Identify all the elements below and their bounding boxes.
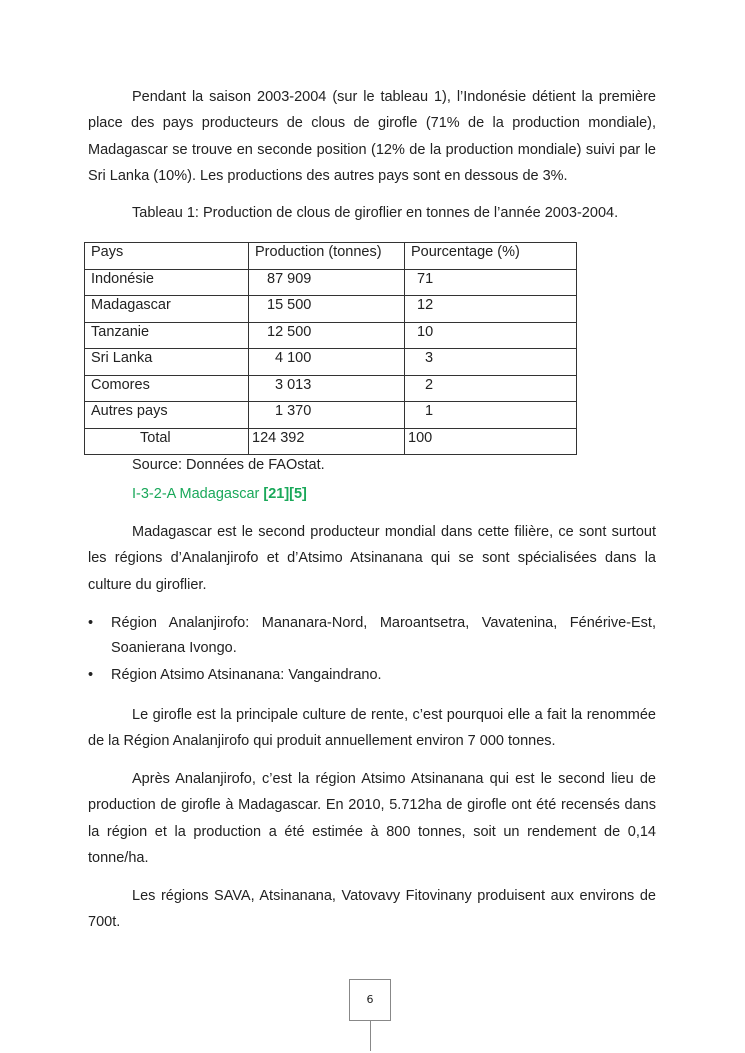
cell-country: Indonésie [85,269,249,296]
table-total-row [85,428,577,455]
table-caption: Tableau 1: Production de clous de giroflier en tonnes de l’année 2003-2004. [132,205,619,221]
table-row [85,402,577,429]
cell-production: 3 013 [249,375,405,402]
cell-percent: 1 [405,402,577,429]
list-item-text: Région Atsimo Atsinanana: Vangaindrano. [111,667,382,683]
table-row [85,322,577,349]
table-row [85,296,577,323]
cell-production: 15 500 [249,296,405,323]
cell-production: 87 909 [249,269,405,296]
cell-percent: 12 [405,296,577,323]
paragraph-atsimo: Après Analanjirofo, c’est la région Atsimo Atsinanana qui est le second lieu de production de girofle à Madagascar. En 2010, 5.712ha de girofle ont été recensés dans la région et la production a été estimée à 800 tonnes, soit un rendement de 0,14 tonne/ha. [88,771,656,866]
section-heading-text: I-3-2-A Madagascar [132,486,264,502]
cell-production: 12 500 [249,322,405,349]
bullet-icon: • [88,667,94,683]
header-production: Production (tonnes) [249,243,405,270]
paragraph-madagascar: Madagascar est le second producteur mondial dans cette filière, ce sont surtout les régions d’Analanjirofo et d’Atsimo Atsinanana qui se sont spécialisées dans la culture du giroflier. [88,524,656,593]
cell-country: Comores [85,375,249,402]
section-heading [132,482,307,506]
header-pays: Pays [85,243,249,270]
page-number: 6 [349,979,391,1021]
page-number-line [370,1021,371,1051]
intro-paragraph: Pendant la saison 2003-2004 (sur le tableau 1), l’Indonésie détient la première place des pays producteurs de clous de girofle (71% de la production mondiale), Madagascar se trouve en seconde position (12% de la production mondiale) suivi par le Sri Lanka (10%). Les productions des autres pays sont en dessous de 3%. [88,89,656,184]
section-heading-refs: [21][5] [263,486,307,502]
production-table [84,242,577,455]
bullet-icon: • [88,615,94,631]
cell-country: Tanzanie [85,322,249,349]
total-percent: 100 [405,428,577,455]
cell-percent: 10 [405,322,577,349]
cell-percent: 3 [405,349,577,376]
table-row [85,269,577,296]
list-item [88,663,656,688]
table-row [85,349,577,376]
cell-percent: 2 [405,375,577,402]
region-list [88,611,656,688]
cell-percent: 71 [405,269,577,296]
cell-country: Autres pays [85,402,249,429]
paragraph-analanjirofo: Le girofle est la principale culture de rente, c’est pourquoi elle a fait la renommée de la Région Analanjirofo qui produit annuellement environ 7 000 tonnes. [88,707,656,750]
list-item-text: Région Analanjirofo: Mananara-Nord, Maroantsetra, Vavatenina, Fénérive-Est, Soanierana Ivongo. [111,615,656,656]
header-pourcentage: Pourcentage (%) [405,243,577,270]
cell-production: 4 100 [249,349,405,376]
list-item [88,611,656,661]
total-label: Total [85,428,249,455]
total-production: 124 392 [249,428,405,455]
table-header-row [85,243,577,270]
table-row [85,375,577,402]
table-source: Source: Données de FAOstat. [132,457,325,473]
paragraph-other-regions: Les régions SAVA, Atsinanana, Vatovavy Fitovinany produisent aux environs de 700t. [88,888,656,931]
cell-production: 1 370 [249,402,405,429]
cell-country: Madagascar [85,296,249,323]
cell-country: Sri Lanka [85,349,249,376]
